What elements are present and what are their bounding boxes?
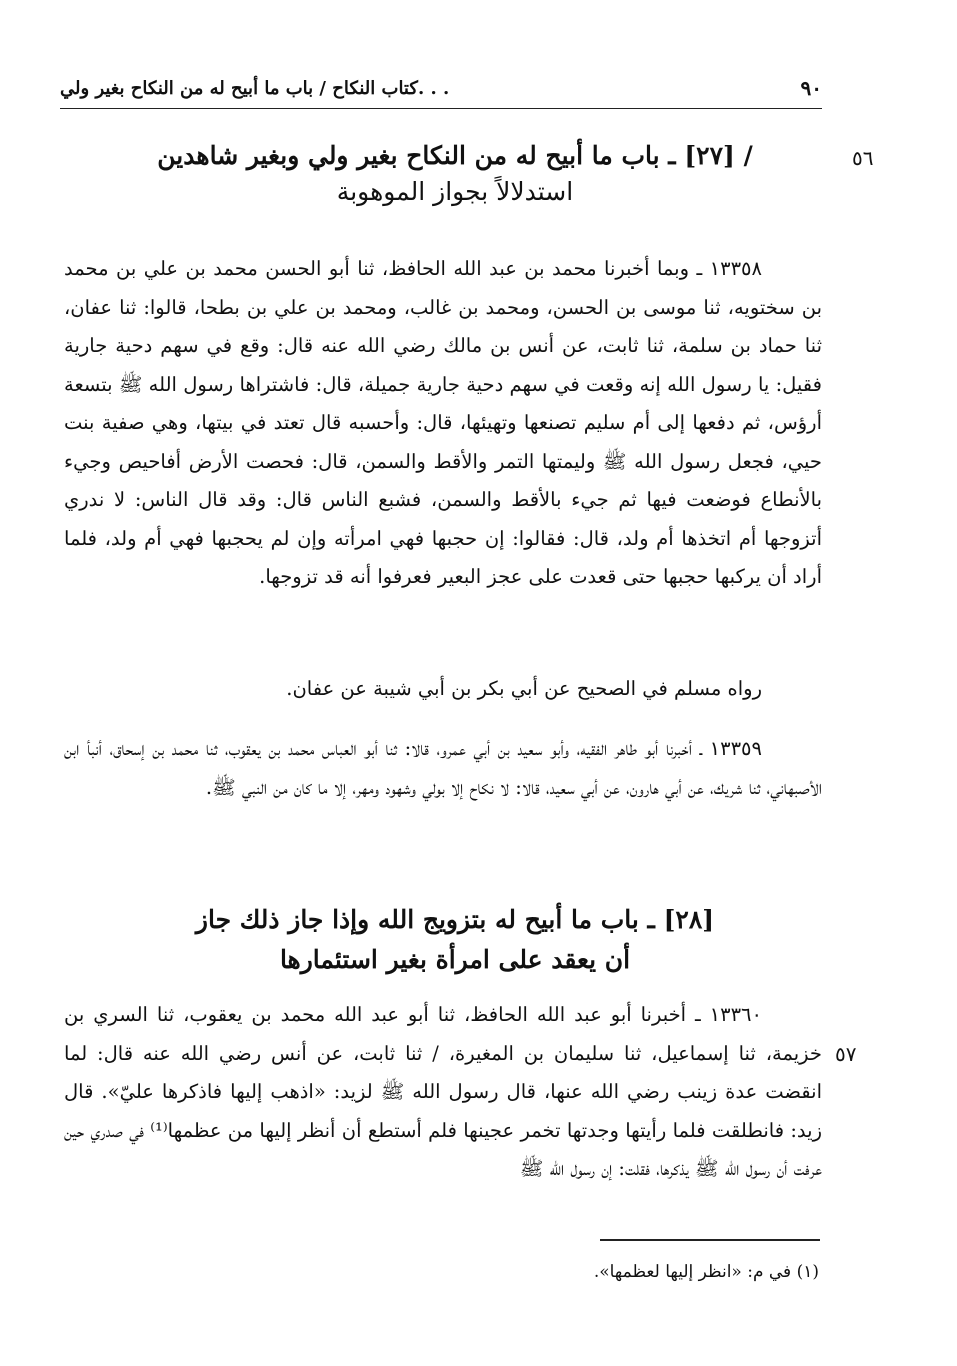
section-27-title-line1: / [٢٧] ـ باب ما أبيح له من النكاح بغير ولي وبغير شاهدين <box>157 141 753 170</box>
riwaya-note: رواه مسلم في الصحيح عن أبي بكر بن أبي شيبة عن عفان. <box>286 677 762 700</box>
section-27-title <box>150 138 760 210</box>
footnote-rule <box>600 1239 820 1241</box>
hadith-13358: ١٣٣٥٨ ـ وبما أخبرنا محمد بن عبد الله الحافظ، ثنا أبو الحسن محمد بن علي بن محمد بن سختويه، ثنا موسى بن الحسن، ومحمد بن غالب، ومحمد بن علي بن بطحا، قالوا: ثنا عفان، ثنا حماد بن سلمة، ثنا ثابت، عن أنس بن مالك رضي الله عنه قال: وقع في سهم دحية جارية فقيل: يا رسول الله إنه وقعت في سهم دحية جارية جميلة، قال: فاشتراها رسول الله ﷺ بتسعة أرؤس، ثم دفعها إلى أم سليم تصنعها وتهيئها، قال: وأحسبه قال تعتد في بيتها، وهي صفية بنت حيي، فجعل رسول الله ﷺ وليمتها التمر والأقط والسمن، قال: فحصت الأرض أفاحيص وجيء بالأنطاع فوضعت فيها ثم جيء بالأقط والسمن، فشبع الناس قال: وقد قال الناس: لا ندري أتزوجها أم اتخذها أم ولد، قال: فقالوا: إن حجبها فهي امرأته وإن لم يحجبها فهي أم ولد، فلما أراد أن يركبها حجبها حتى قعدت على عجز البعير فعرفوا أنه قد تزوجها. <box>64 257 822 588</box>
hadith-13360: ١٣٣٦٠ ـ أخبرنا أبو عبد الله الحافظ، ثنا أبو عبد الله محمد بن يعقوب، ثنا السري بن خزيمة، ثنا إسماعيل، ثنا سليمان بن المغيرة، / ثنا ثابت، عن أنس رضي الله عنه قال: لما انقضت عدة زينب رضي الله عنها، قال رسول الله ﷺ لزيد: «اذهب إليها فاذكرها عليّ». قال زيد: فانطلقت فلما رأيتها وجدتها تخمر عجينها فلم أستطع أن أنظر إليها من عظمها⁽¹⁾ في صدري حين عرفت أن رسول الله ﷺ يذكرها، فقلت: إن رسول الله ﷺ <box>64 1003 822 1180</box>
margin-page-ref: ٥٦ <box>852 146 874 170</box>
footnote: (١) في م: «انظر إليها لعظمها». <box>593 1262 819 1282</box>
section-28-title <box>150 900 760 980</box>
section-28-title-line2: أن يعقد على امرأة بغير استئمارها <box>279 945 631 974</box>
running-title: كتاب النكاح / باب ما أبيح له من النكاح بغير ولي. . . <box>60 78 455 99</box>
hadith-13359: ١٣٣٥٩ ـ أخبرنا أبو طاهر الفقيه، وأبو سعيد بن أبي عمرو، قالا: ثنا أبو العباس محمد بن يعقوب، ثنا محمد بن إسحاق، أنبأ ابن الأصبهاني، ثنا شريك، عن أبي هارون، عن أبي سعيد، قالا: لا نكاح إلا بولي وشهود ومهر، إلا ما كان من النبي ﷺ. <box>64 737 822 799</box>
section-27-title-line2: استدلالاً بجواز الموهوبة <box>336 177 574 206</box>
page-number: ٩٠ <box>795 76 822 100</box>
page-header <box>60 78 822 109</box>
section-28-title-line1: [٢٨] ـ باب ما أبيح له بتزويج الله وإذا جاز ذلك جاز <box>195 905 715 934</box>
margin-page-ref-57: ٥٧ <box>835 1042 857 1066</box>
